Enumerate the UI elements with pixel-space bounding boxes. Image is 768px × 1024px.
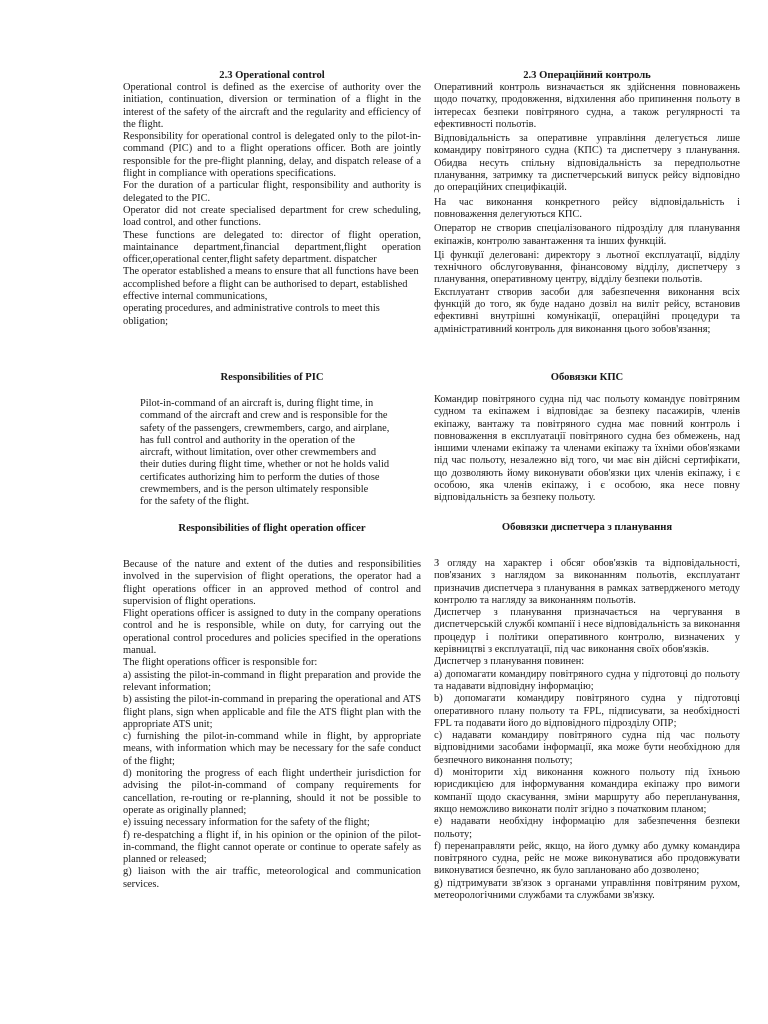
- ua-oc-paragraph-2: Відповідальність за оперативне управління делегується лише командиру повітряного судна (КПС) та диспетчеру з планування. Обидва несуть спільну відповідальність за передпольотне планування, затримку та диспетчерський випуск рейсу відповідно до операційних специфікацій.: [434, 133, 740, 194]
- en-oc-paragraph-7: operating procedures, and administrative controls to meet this obligation;: [123, 303, 380, 327]
- ua-officer-item-b: b) допомагати командиру повітряного судна у підготовці оперативного плану польоту та FPL, підписувати, за необхідності FPL та подавати його до відповідного підрозділу ОПР;: [434, 693, 740, 729]
- en-officer-section: [123, 559, 421, 891]
- en-officer-paragraph-1: Because of the nature and extent of the duties and responsibilities involved in the supervision of flight operations, the operator had a flight operations officer in an approved method of control and supervision of flight operations.: [123, 559, 421, 607]
- en-officer-paragraph-2: Flight operations officer is assigned to duty in the company operations control and he is responsible, while on duty, for carrying out the operational control procedures and policies specified in the operations manual.: [123, 608, 421, 657]
- en-operational-control-section: [123, 69, 421, 328]
- ua-pic-section: [434, 371, 740, 384]
- en-pic-line: command of the aircraft and crew and is responsible for the: [140, 410, 388, 422]
- en-pic-body: [140, 398, 425, 509]
- ua-officer-heading: Обовязки диспетчера з планування: [501, 522, 673, 533]
- en-pic-line: for the safety of the flight.: [140, 496, 250, 508]
- ua-operational-control-section: [434, 69, 740, 338]
- ua-pic-text: Командир повітряного судна під час польоту командує повітряним судном та екіпажем і відповідає за безпеку пасажирів, членів екіпажу, вантажу та повітряного судна має повний контроль і повноваження в експлуатації повітряного судна без обмежень, над іншими членами екіпажу та членами екіпажу та їхніми обов'язками під час польоту, незалежно від того, чи має він дійсні сертифікати, що дозволяють йому виконувати обов'язки цих членів екіпажу, і є особою, яка членів екіпажу, і є особою, яка несе повну відповідальність за безпеку польоту.: [434, 394, 740, 504]
- en-pic-section: [123, 371, 421, 384]
- ua-officer-item-f: f) перенаправляти рейс, якщо, на його думку або думку командира повітряного судна, рейс не може виконуватися або продовжувати виконуватися безпечно, як було заплановано або дозволено;: [434, 840, 740, 877]
- en-pic-line: aircraft, without limitation, over other crewmembers and: [140, 447, 377, 459]
- en-oc-paragraph-5: These functions are delegated to: director of flight operation, maintainance department,financial department,flight operation officer,operational center,flight safety department. dispatcher: [123, 229, 421, 266]
- ua-pic-body: [434, 394, 740, 507]
- en-officer-item-g: g) liaison with the air traffic, meteorological and communication services.: [123, 866, 421, 890]
- en-pic-line: safety of the passengers, crewmembers, cargo, and airplane,: [140, 422, 390, 434]
- en-officer-item-c: c) furnishing the pilot-in-command while in flight, by appropriate means, with information which may be necessary for the safe conduct of the flight;: [123, 731, 421, 767]
- ua-officer-paragraph-3: Диспетчер з планування повинен:: [434, 656, 585, 668]
- ua-officer-paragraph-1: З огляду на характер і обсяг обов'язків та відповідальності, пов'язаних з наглядом за виконанням польотів, експлуатант призначив диспетчера з планування в рамках затвердженого методу контролю та нагляду за виконанням польотів.: [434, 558, 740, 606]
- en-oc-paragraph-1: Operational control is defined as the exercise of authority over the initiation, continuation, diversion or termination of a flight in the interest of the safety of the aircraft and the regularity and efficiency of the flight.: [123, 82, 421, 130]
- en-oc-paragraph-3: For the duration of a particular flight, responsibility and authority is delegated to the PIC.: [123, 180, 421, 204]
- ua-oc-paragraph-4: Оператор не створив спеціалізованого підрозділу для планування екіпажів, контролю завантаження та інших функцій.: [434, 223, 740, 247]
- en-oc-paragraph-4: Operator did not create specialised department for crew scheduling, load control, and other functions.: [123, 204, 421, 229]
- ua-oc-paragraph-6: Експлуатант створив засоби для забезпечення виконання всіх функцій до того, як буде надано дозвіл на виліт рейсу, встановив ефективні внутрішні комунікації, операційні процедури та адміністративний контроль для виконання цього зобов'язання;: [434, 286, 740, 335]
- en-officer-heading-wrap: [123, 522, 421, 535]
- ua-pic-heading: Обовязки КПС: [550, 372, 624, 383]
- en-officer-item-f: f) re-despatching a flight if, in his opinion or the opinion of the pilot-in-command, the flight cannot operate or continue to operate safely as planned or released;: [123, 829, 421, 866]
- ua-officer-section: [434, 558, 740, 902]
- ua-officer-paragraph-2: Диспетчер з планування призначається на чергування в диспетчерській службі компанії і несе відповідальність за виконання процедур і політики оперативного контролю, визначених у керівництві з експлуатації, під час виконання своїх обов'язків.: [434, 607, 740, 656]
- en-pic-heading: Responsibilities of PIC: [220, 372, 324, 383]
- en-officer-paragraph-3: The flight operations officer is responsible for:: [123, 657, 318, 669]
- ua-officer-item-g: g) підтримувати зв'язок з органами управління повітряним рухом, метеорологічними службами та службами зв'язку.: [434, 877, 740, 902]
- ua-officer-item-e: e) надавати необхідну інформацію для забезпечення безпеки польоту;: [434, 816, 740, 840]
- en-oc-paragraph-2: Responsibility for operational control is delegated only to the pilot-in-command (PIC) and to a flight operations officer. Both are jointly responsible for the pre-flight planning, delay, and dispatch release of a flight in compliance with operations specifications.: [123, 131, 421, 180]
- ua-oc-paragraph-3: На час виконання конкретного рейсу відповідальність і повноваження делегуються КПС.: [434, 196, 740, 220]
- en-operational-control-heading: 2.3 Operational control: [219, 70, 325, 81]
- en-pic-line: crewmembers, and is the person ultimately responsible: [140, 484, 369, 496]
- ua-operational-control-heading: 2.3 Операційний контроль: [523, 70, 651, 81]
- ua-officer-item-c: c) надавати командиру повітряного судна під час польоту відповідними засобами інформації, яка може бути необхідною для безпечного виконання польоту;: [434, 730, 740, 766]
- en-officer-item-e: e) issuing necessary information for the safety of the flight;: [123, 817, 370, 829]
- ua-oc-paragraph-5: Ці функції делеговані: директору з льотної експлуатації, відділу технічного обслуговування, фінансовому відділу, диспетчеру з планування, оперативному центру, відділу безпеки польотів.: [434, 249, 740, 286]
- en-pic-line: has full control and authority in the operation of the: [140, 434, 355, 446]
- en-pic-line: certificates authorizing him to perform the duties of those: [140, 471, 380, 483]
- ua-oc-paragraph-1: Оперативний контроль визначається як здійснення повноважень щодо початку, продовження, відхилення або припинення польоту в інтересах безпеки повітряного судна, а також регулярності та ефективності польотів.: [434, 82, 740, 130]
- ua-officer-heading-wrap: [434, 521, 740, 534]
- en-pic-line: their duties during flight time, whether or not he holds valid: [140, 459, 390, 471]
- en-officer-heading: Responsibilities of flight operation officer: [178, 523, 366, 534]
- ua-officer-item-d: d) моніторити хід виконання кожного польоту під їхньою юрисдикцією для інформування командира екіпажу про вимоги компанії щодо скасування, зміни маршруту або перепланування, якщо неможливо виконати політ згідно з початковим планом;: [434, 767, 740, 815]
- en-officer-item-b: b) assisting the pilot-in-command in preparing the operational and ATS flight plans, sign when applicable and file the ATS flight plan with the appropriate ATS unit;: [123, 694, 421, 730]
- en-officer-item-d: d) monitoring the progress of each flight undertheir jurisdiction for advising the pilot-in-command of company requirements for cancellation, re-routing or re-planning, should it not be possible to operate as originally planned;: [123, 768, 421, 816]
- en-oc-paragraph-6: The operator established a means to ensure that all functions have been accomplished before a flight can be authorised to depart, established effective internal communications,: [123, 266, 419, 303]
- ua-officer-item-a: а) допомагати командиру повітряного судна у підготовці до польоту та надавати відповідну інформацію;: [434, 668, 740, 692]
- en-officer-item-a: a) assisting the pilot-in-command in flight preparation and provide the relevant information;: [123, 669, 421, 693]
- en-pic-line: Pilot-in-command of an aircraft is, during flight time, in: [140, 398, 374, 409]
